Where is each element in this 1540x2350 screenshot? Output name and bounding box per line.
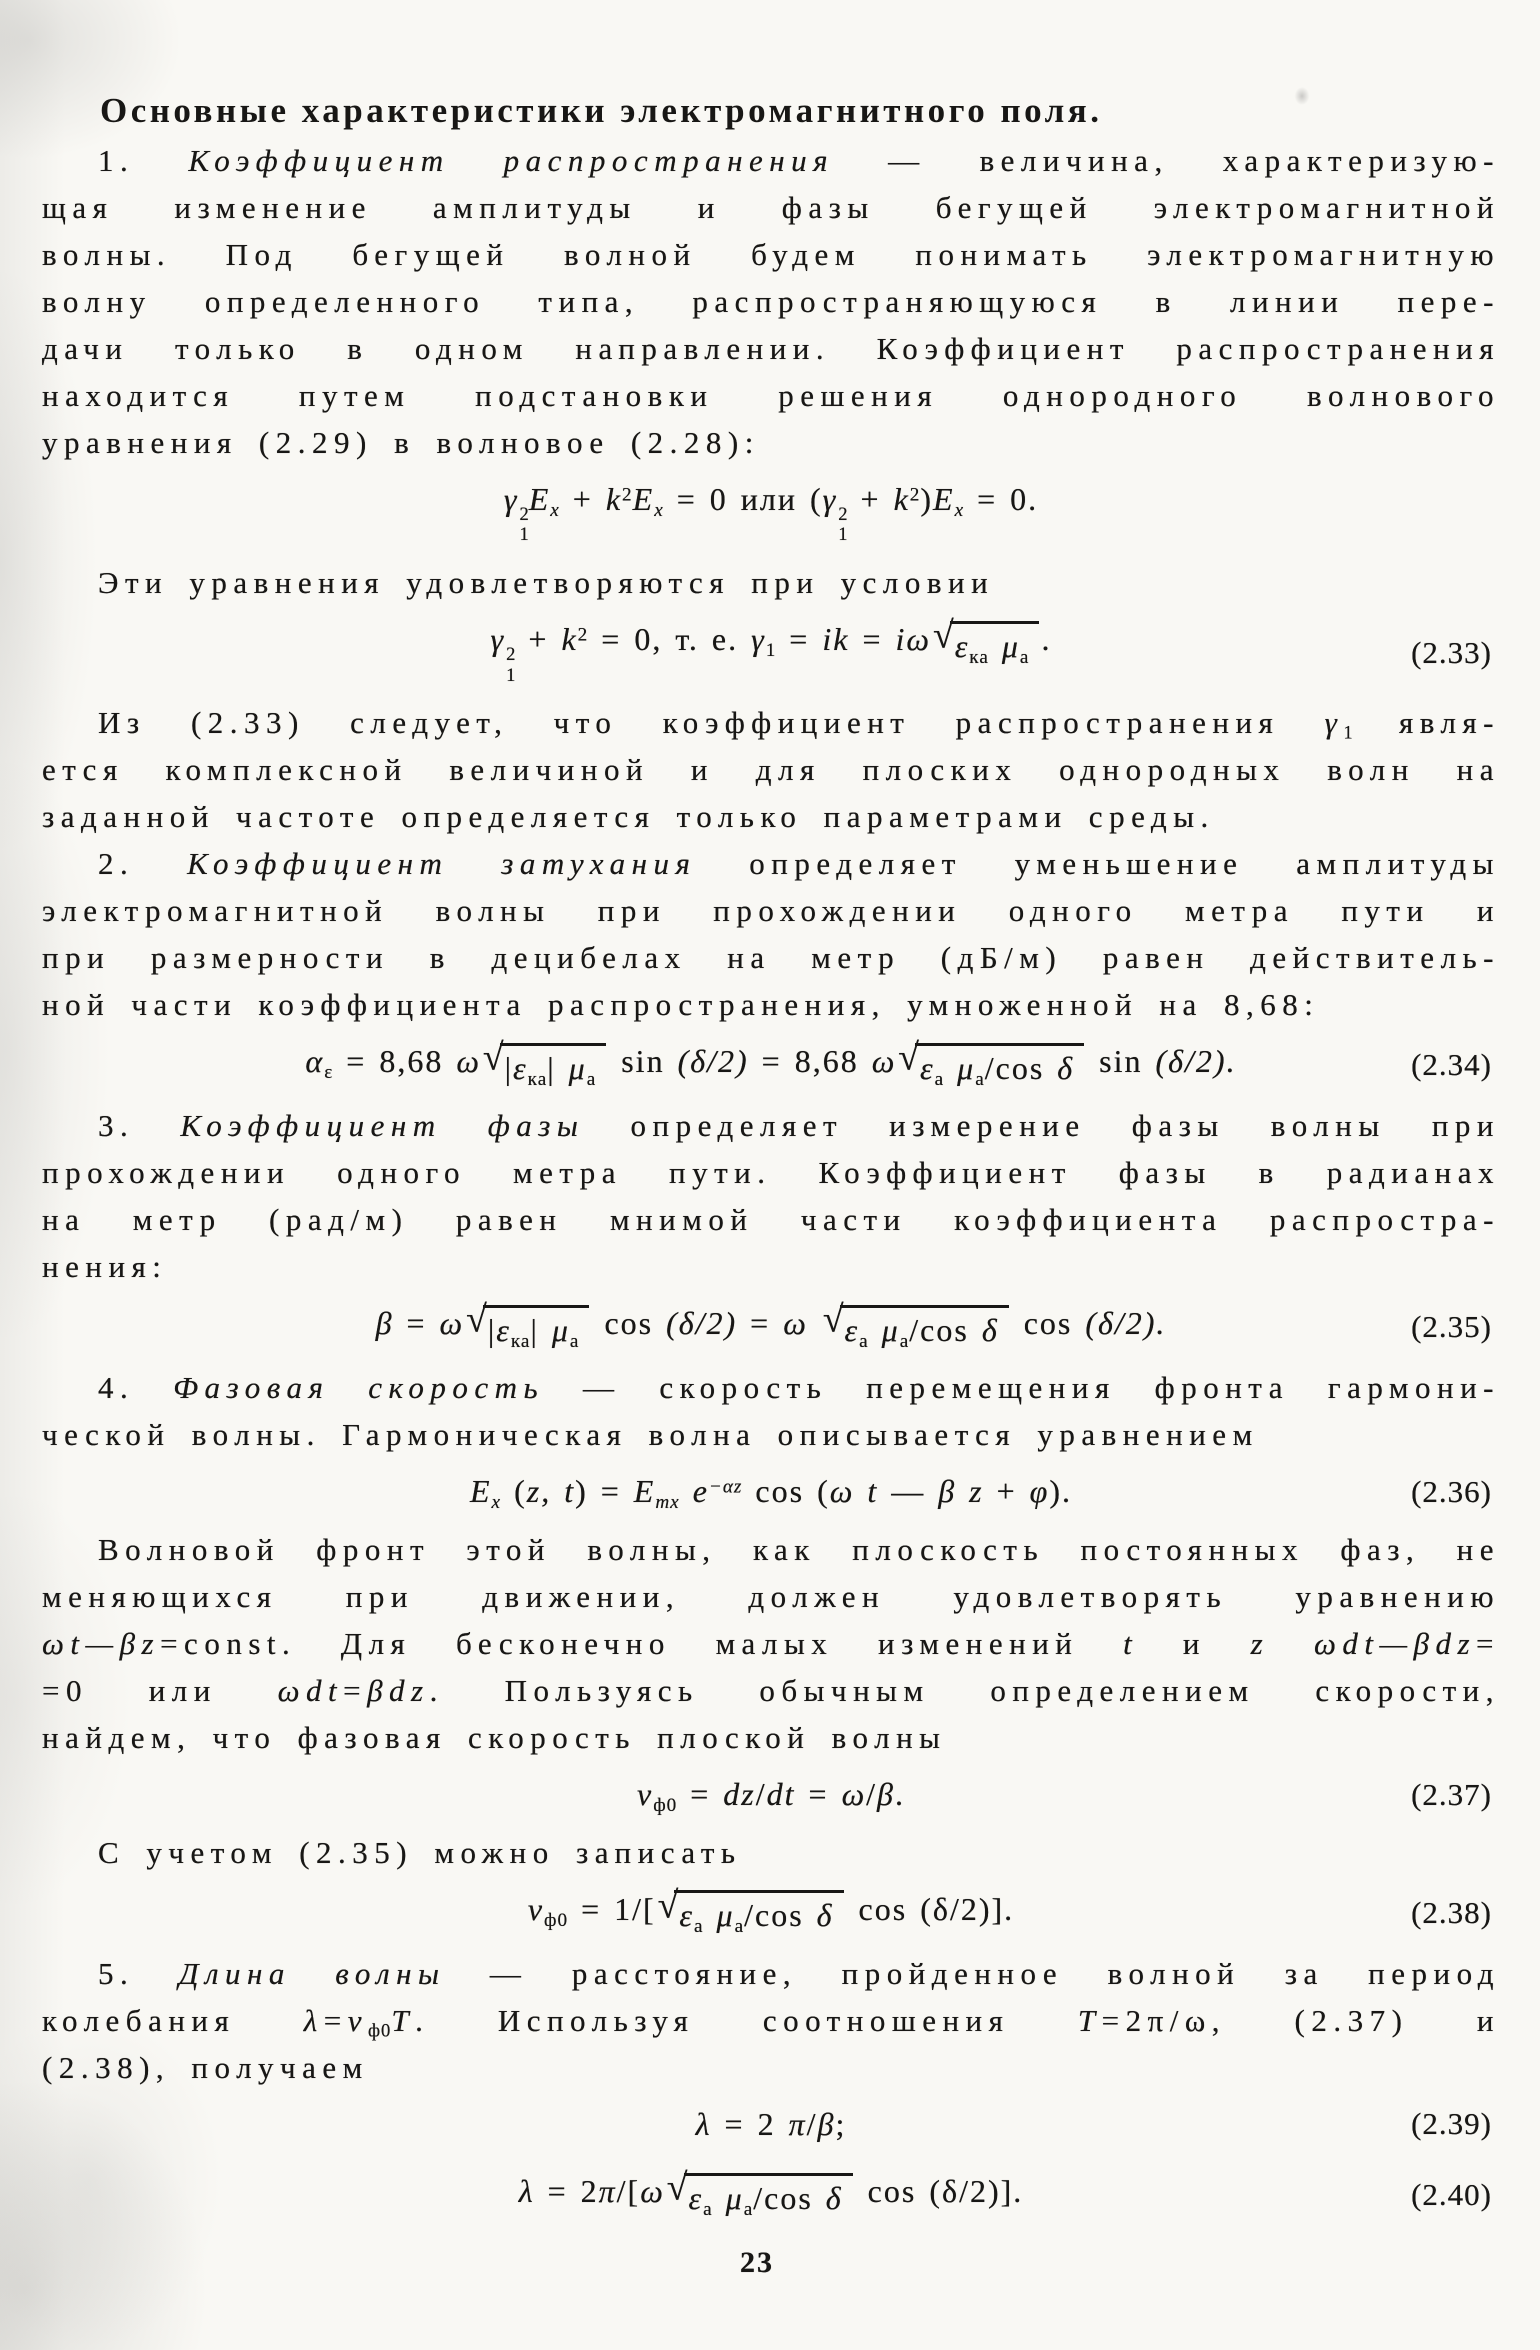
text-line <box>42 699 1500 746</box>
text-line <box>42 1667 1500 1714</box>
text-token: π <box>788 2105 807 2142</box>
equation-number: (2.36) <box>1411 1474 1492 1510</box>
text-token: | <box>547 1049 569 1086</box>
text-token: . <box>894 1776 905 1813</box>
text-token: λ <box>303 2002 324 2038</box>
text-line <box>42 1714 1500 1761</box>
text-token: $\varepsilon_{ка}$ <box>513 1049 548 1090</box>
text-token: β <box>375 1305 394 1342</box>
text-token: определяет измерение фазы волны при <box>584 1108 1501 1144</box>
text-token: cos <box>591 1305 667 1342</box>
equation <box>42 1876 1500 1950</box>
text-token: ωt—βz <box>42 1626 161 1662</box>
radicand <box>674 1890 843 1937</box>
text-token: нения: <box>42 1249 168 1285</box>
text-token: cos <box>845 1890 921 1927</box>
text-token: / <box>755 1776 767 1813</box>
text-token: = 0. <box>964 481 1039 517</box>
text-body <box>42 137 1500 2232</box>
equation-number: (2.34) <box>1411 1047 1492 1083</box>
equation-number: (2.38) <box>1411 1894 1492 1930</box>
text-line <box>42 184 1500 231</box>
equation-body <box>518 2167 1024 2220</box>
text-token: / <box>806 2105 818 2142</box>
text-token: Волновой фронт этой волны, как плоскость постоянных фаз, не <box>98 1532 1500 1568</box>
sqrt-radical <box>657 1884 844 1937</box>
text-line <box>42 1243 1500 1290</box>
text-token: 3. <box>98 1108 181 1144</box>
text-line <box>42 1411 1500 1458</box>
text-token: = <box>776 621 823 658</box>
text-token: γ 2 1 <box>490 621 516 686</box>
text-token: /cos <box>753 2179 826 2216</box>
paragraph <box>42 699 1500 840</box>
radicand <box>500 1043 607 1090</box>
text-token: $\mu_а$ <box>988 627 1030 668</box>
text-token: $v_{ф0}$ <box>347 2002 392 2042</box>
text-token: $v_{ф0}$ <box>637 1776 678 1816</box>
text-token: ω <box>841 1776 867 1813</box>
text-token: при размерности в децибелах на метр (дБ/м) равен действитель- <box>42 940 1500 976</box>
text-token: =const. Для бесконечно малых изменений <box>160 1626 1124 1662</box>
sqrt-radical <box>932 614 1039 668</box>
text-token: = <box>795 1776 842 1813</box>
text-token: 4. <box>98 1370 174 1406</box>
text-token: волны. Под бегущей волной будем понимать электромагнитную <box>42 237 1500 272</box>
sqrt-radical <box>666 2167 853 2220</box>
text-token: колебания <box>42 2002 304 2038</box>
text-token: (δ/2)]. <box>920 1890 1015 1927</box>
text-token: Из (2.33) следует, что коэффициент распространения <box>98 705 1325 741</box>
text-token: /cos <box>744 1897 817 1934</box>
text-line <box>42 793 1500 840</box>
text-token: $\varepsilon_а$ <box>688 2179 713 2220</box>
text-token: βdz <box>367 1673 430 1709</box>
text-token: /[ <box>616 2173 641 2210</box>
text-token: δ <box>825 2179 843 2216</box>
text-token: (δ/2). <box>1155 1043 1237 1080</box>
text-token: = 1/[ <box>568 1890 656 1927</box>
text-line <box>42 1149 1500 1196</box>
text-token: | <box>504 1049 514 1086</box>
equation-body <box>504 479 1038 546</box>
text-token: — величина, характеризую- <box>834 143 1500 178</box>
equation-body <box>637 1774 905 1816</box>
text-token: $\varepsilon_а$ <box>920 1049 945 1090</box>
text-line <box>42 231 1500 278</box>
text-token: и <box>1138 1626 1251 1662</box>
text-token: λ <box>518 2173 535 2210</box>
text-token: =2π/ω, (2.37) и <box>1101 2002 1501 2038</box>
text-token: уравнения (2.29) в волновое (2.28): <box>42 425 760 460</box>
text-line <box>42 1620 1500 1667</box>
text-token: ) <box>920 481 934 517</box>
radical-sign-icon: √ <box>466 1299 487 1342</box>
text-token: δ <box>816 1897 834 1934</box>
text-token: $\alpha_\varepsilon$ <box>305 1043 334 1084</box>
sqrt-radical <box>898 1037 1084 1090</box>
equation-body <box>696 2104 847 2146</box>
equation-number: (2.35) <box>1411 1309 1492 1345</box>
text-token: $\varepsilon_а$ <box>679 1897 704 1937</box>
text-token: ik <box>822 621 850 658</box>
text-token: ωdt—βdz <box>1313 1626 1477 1662</box>
text-token: sin <box>608 1043 678 1080</box>
text-token: ω t <box>829 1473 879 1510</box>
text-line <box>42 1196 1500 1243</box>
text-token: находится путем подстановки решения однородного волнового <box>42 378 1500 413</box>
text-token: = <box>343 1673 368 1709</box>
paragraph <box>42 1364 1500 1458</box>
text-token: 5. <box>98 1955 179 1991</box>
text-token: $E_x$ <box>470 1473 502 1514</box>
text-token: $v_{ф0}$ <box>527 1890 569 1931</box>
text-token: Фазовая скорость <box>173 1370 545 1406</box>
text-token: = <box>737 1305 784 1342</box>
text-token: дачи только в одном направлении. Коэффициент распространения <box>42 331 1500 366</box>
text-token: φ <box>1029 1473 1050 1510</box>
text-token: определяет уменьшение амплитуды <box>696 846 1501 882</box>
equation-body <box>470 1471 1072 1513</box>
text-token: $\mu_а$ <box>712 2179 754 2220</box>
page-content <box>42 86 1500 2280</box>
text-token: | <box>530 1311 552 1348</box>
text-token: $E_x$ <box>632 481 664 521</box>
equation <box>42 1458 1500 1526</box>
stacked-supsub: 2 1 <box>506 643 516 686</box>
text-token: ω <box>783 1305 821 1342</box>
text-line <box>42 1573 1500 1620</box>
text-line <box>42 1950 1500 1997</box>
text-token: δ <box>1057 1049 1075 1086</box>
text-token: щая изменение амплитуды и фазы бегущей электромагнитной <box>42 190 1500 225</box>
text-token: (δ/2)]. <box>929 2173 1024 2210</box>
text-token: электромагнитной волны при прохождении одного метра пути и <box>42 893 1500 929</box>
text-token: γ 2 1 <box>503 481 529 546</box>
text-token: или <box>727 481 810 517</box>
text-token: z <box>1250 1626 1270 1662</box>
text-token: . <box>1041 621 1052 658</box>
text-token: + <box>515 621 562 658</box>
text-token: β <box>817 2105 836 2142</box>
text-token: T <box>391 2002 416 2038</box>
radicand <box>950 621 1040 668</box>
text-token: cos <box>742 1473 818 1510</box>
text-token: (δ/2) <box>677 1043 749 1080</box>
paragraph <box>42 137 1500 466</box>
text-token: ( <box>809 481 823 517</box>
text-token: ω <box>640 2173 665 2210</box>
text-token: cos <box>1010 1305 1086 1342</box>
text-line <box>42 325 1500 372</box>
text-token: Коэффициент затухания <box>187 846 697 882</box>
text-line <box>42 1364 1500 1411</box>
text-token: $\varepsilon_а$ <box>844 1311 869 1352</box>
sqrt-radical <box>466 1299 589 1352</box>
text-token: = 8,68 <box>333 1043 457 1080</box>
text-token: $k^2$ <box>561 621 589 658</box>
text-token: $\mu_а$ <box>703 1897 745 1937</box>
text-token: Коэффициент фазы <box>180 1108 585 1144</box>
equation-body <box>490 614 1052 686</box>
paragraph <box>42 1526 1500 1761</box>
text-line <box>42 419 1500 466</box>
page-heading: Основные характеристики электромагнитного поля. <box>100 91 1103 130</box>
text-line <box>42 1526 1500 1573</box>
sqrt-radical <box>822 1299 1009 1352</box>
radicand <box>840 1305 1009 1352</box>
text-token: = 2 <box>534 2173 599 2210</box>
text-token: ( <box>817 1473 830 1510</box>
text-token: sin <box>1086 1043 1156 1080</box>
text-token: меняющихся при движении, должен удовлетворять уравнению <box>42 1579 1500 1615</box>
text-token: = <box>323 2002 348 2038</box>
equation-body <box>527 1884 1015 1937</box>
text-token: δ <box>981 1311 999 1348</box>
radical-sign-icon: √ <box>666 2167 688 2210</box>
text-line <box>42 1997 1500 2044</box>
text-token: ωdt <box>277 1673 344 1709</box>
text-token: Длина волны <box>178 1955 446 1991</box>
text-token: $\mu_а$ <box>868 1311 910 1352</box>
text-token: на метр (рад/м) равен мнимой части коэффициента распростра- <box>42 1202 1500 1238</box>
paragraph <box>42 1829 1500 1876</box>
text-token: $E_{mx}$ <box>633 1473 680 1514</box>
text-token: С учетом (2.35) можно записать <box>98 1834 742 1870</box>
text-token: = 0, <box>588 621 663 658</box>
text-token: ; <box>835 2105 847 2142</box>
text-line <box>42 278 1500 325</box>
equation <box>42 606 1500 699</box>
text-token: 1. <box>98 143 189 178</box>
equation-number: (2.40) <box>1411 2177 1492 2213</box>
text-token: $\gamma_1$ <box>751 621 777 661</box>
text-token: ется комплексной величиной и для плоских однородных волн на <box>42 752 1500 788</box>
text-line <box>42 1829 1500 1876</box>
text-token: явля- <box>1353 705 1501 741</box>
text-token: ω <box>456 1043 481 1080</box>
radical-sign-icon: √ <box>932 614 954 657</box>
equation-body <box>305 1037 1237 1090</box>
radicand <box>483 1305 590 1352</box>
paragraph <box>42 1102 1500 1290</box>
equation-number: (2.39) <box>1411 2106 1492 2142</box>
text-token: z, t <box>526 1473 576 1510</box>
text-token: $\gamma_1$ <box>1324 705 1354 744</box>
text-line <box>42 1102 1500 1149</box>
text-token: ( <box>501 1473 527 1510</box>
text-token: — <box>878 1473 939 1510</box>
text-token: γ 2 1 <box>822 481 848 546</box>
text-token: ω <box>871 1043 897 1080</box>
text-token: Коэффициент распространения <box>188 143 835 178</box>
text-token <box>1269 1626 1314 1661</box>
text-token: найдем, что фазовая скорость плоской волны <box>42 1720 947 1756</box>
text-token: (δ/2). <box>1085 1305 1167 1342</box>
text-token: ). <box>1049 1473 1072 1510</box>
equation <box>42 2091 1500 2159</box>
text-token: π <box>598 2173 617 2210</box>
paragraph <box>42 559 1500 606</box>
text-line <box>42 137 1500 184</box>
text-token: (2.38), получаем <box>42 2049 369 2085</box>
text-token: + <box>983 1473 1030 1510</box>
text-line <box>42 934 1500 981</box>
text-token: ческой волны. Гармоническая волна описывается уравнением <box>42 1417 1259 1453</box>
equation <box>42 1028 1500 1102</box>
text-token: . Используя соотношения <box>415 2002 1078 2038</box>
text-token: = <box>677 1776 724 1813</box>
paragraph <box>42 840 1500 1028</box>
text-token: $E_x$ <box>933 481 965 521</box>
text-token: dz <box>723 1776 756 1813</box>
text-token: | <box>487 1311 497 1348</box>
text-token: /cos <box>909 1311 982 1348</box>
text-token: + <box>847 481 894 517</box>
paragraph <box>42 1950 1500 2091</box>
text-token: $k^2$ <box>605 481 633 517</box>
text-token: $\varepsilon_{ка}$ <box>954 627 989 668</box>
text-line <box>42 372 1500 419</box>
text-token: = 2 <box>711 2105 789 2142</box>
text-token: =0 или <box>42 1673 278 1709</box>
text-token: T <box>1077 2002 1102 2038</box>
radical-sign-icon: √ <box>898 1037 919 1080</box>
text-token: заданной частоте определяется только параметрами среды. <box>42 799 1215 835</box>
sqrt-radical <box>482 1037 606 1090</box>
text-token: $\varepsilon_{ка}$ <box>496 1311 531 1352</box>
text-line <box>42 887 1500 934</box>
text-token: iω <box>895 621 931 658</box>
text-token: $\mu_а$ <box>551 1311 580 1352</box>
stacked-supsub: 2 1 <box>519 503 529 546</box>
radical-sign-icon: √ <box>657 1884 679 1927</box>
text-token: — расстояние, пройденное волной за период <box>445 1955 1501 1991</box>
text-token: / <box>866 1776 878 1813</box>
text-token: t <box>1123 1626 1139 1662</box>
equation <box>42 466 1500 559</box>
text-token: $e^{-\alpha z}$ <box>679 1473 743 1510</box>
text-token: $\mu_а$ <box>568 1049 597 1090</box>
text-token: волну определенного типа, распространяющуюся в линии пере- <box>42 284 1500 319</box>
text-token: = 8,68 <box>748 1043 872 1080</box>
equation <box>42 1290 1500 1364</box>
text-token: ω <box>439 1305 465 1342</box>
text-line <box>42 840 1500 887</box>
text-token: β z <box>938 1473 984 1510</box>
radicand <box>684 2173 853 2220</box>
text-token: ной части коэффициента распространения, умноженной на 8,68: <box>42 987 1320 1023</box>
text-token: прохождении одного метра пути. Коэффициент фазы в радианах <box>42 1155 1500 1191</box>
text-token: Эти уравнения удовлетворяются при условии <box>98 565 995 601</box>
text-token: λ <box>695 2105 712 2142</box>
text-token: = <box>849 621 896 658</box>
text-token: /cos <box>984 1049 1058 1086</box>
text-token: = <box>393 1305 440 1342</box>
text-token: = <box>1476 1626 1500 1662</box>
equation <box>42 1761 1500 1829</box>
page-number: 23 <box>740 2246 774 2280</box>
text-token: dt <box>766 1776 796 1813</box>
equation-number: (2.33) <box>1411 634 1492 670</box>
text-token: $\mu_а$ <box>944 1049 985 1090</box>
text-token: β <box>877 1776 895 1813</box>
text-token: . Пользуясь обычным определением скорости, <box>429 1673 1500 1709</box>
text-token: cos <box>854 2173 930 2210</box>
stacked-supsub: 2 1 <box>838 503 848 546</box>
equation <box>42 2158 1500 2232</box>
text-line <box>42 981 1500 1028</box>
radical-sign-icon: √ <box>822 1299 844 1342</box>
text-line <box>42 559 1500 606</box>
text-token: + <box>559 481 606 517</box>
text-line <box>42 746 1500 793</box>
text-token: — скорость перемещения фронта гармони- <box>544 1370 1500 1406</box>
radical-sign-icon: √ <box>482 1037 504 1080</box>
text-token: 2. <box>98 846 188 882</box>
text-token: ) = <box>575 1473 634 1510</box>
text-token: т. е. <box>662 621 752 658</box>
text-line <box>42 2044 1500 2091</box>
equation-number: (2.37) <box>1411 1776 1492 1812</box>
text-token: $E_x$ <box>528 481 560 521</box>
text-token: (δ/2) <box>666 1305 738 1342</box>
equation-body <box>375 1299 1167 1352</box>
radicand <box>915 1043 1084 1090</box>
text-token: = 0 <box>663 481 728 517</box>
text-token: $k^2$ <box>893 481 921 517</box>
